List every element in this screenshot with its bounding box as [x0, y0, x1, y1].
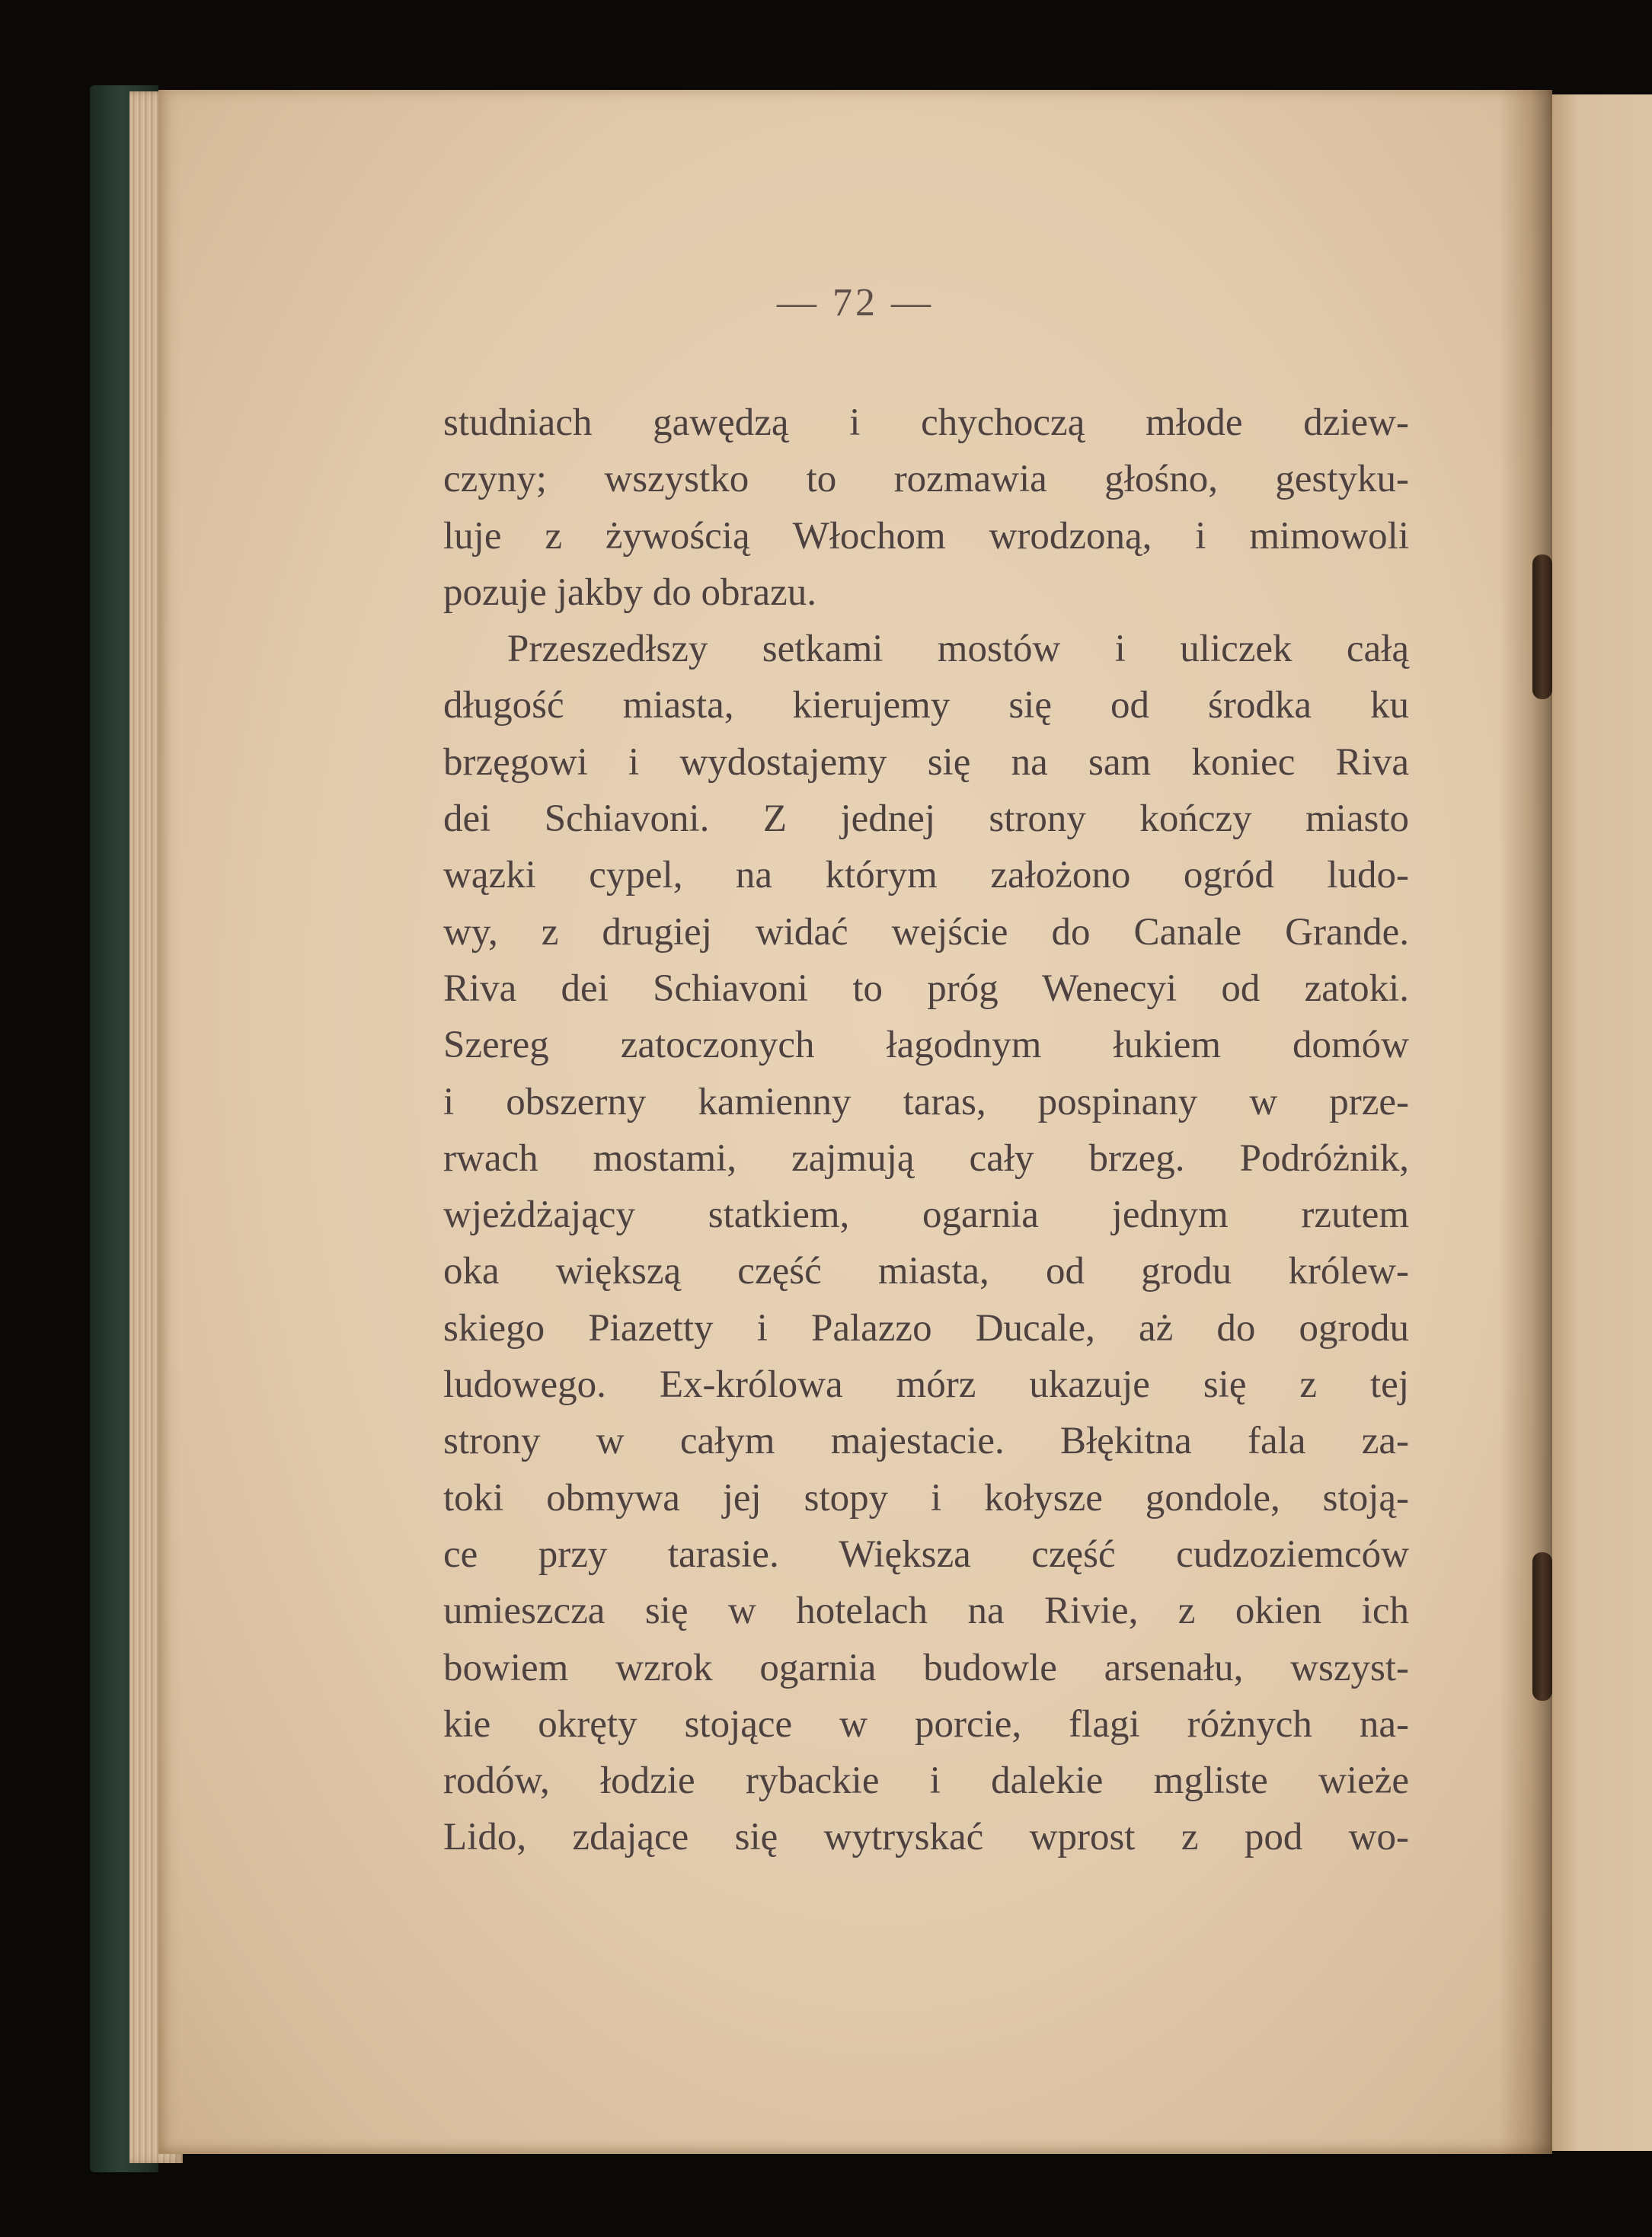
text-line: umieszcza się w hotelach na Rivie, z okien ich: [443, 1590, 1409, 1633]
text-line: ce przy tarasie. Większa część cudzoziemców: [443, 1532, 1409, 1576]
text-line: luje z żywością Włochom wrodzoną, i mimowoli: [443, 514, 1409, 558]
text-line: dei Schiavoni. Z jednej strony kończy miasto: [443, 797, 1409, 841]
text-line: bowiem wzrok ogarnia budowle arsenału, wszyst-: [443, 1646, 1409, 1689]
text-line: oka większą część miasta, od grodu królew-: [443, 1250, 1409, 1293]
binding-thread-top: [1532, 554, 1552, 699]
binding-thread-bottom: [1532, 1552, 1552, 1701]
text-line: ludowego. Ex-królowa mórz ukazuje się z tej: [443, 1363, 1409, 1407]
text-line: pozuje jakby do obrazu.: [443, 570, 817, 614]
text-line: długość miasta, kierujemy się od środka ku: [443, 684, 1409, 727]
text-line: i obszerny kamienny taras, pospinany w prze-: [443, 1080, 1409, 1123]
text-line: toki obmywa jej stopy i kołysze gondole, stoją-: [443, 1476, 1409, 1520]
text-line: skiego Piazetty i Palazzo Ducale, aż do ogrodu: [443, 1306, 1409, 1350]
facing-page-edge: [1546, 94, 1652, 2151]
text-line: wjeżdżający statkiem, ogarnia jednym rzutem: [443, 1194, 1409, 1237]
text-line: rodów, łodzie rybackie i dalekie mgliste wieże: [443, 1759, 1409, 1803]
text-line: strony w całym majestacie. Błękitna fala za-: [443, 1420, 1409, 1463]
text-line: Szereg zatoczonych łagodnym łukiem domów: [443, 1024, 1409, 1067]
page-text: [443, 395, 1409, 1866]
page-number: — 72 —: [777, 281, 934, 324]
text-line: Lido, zdające się wytryskać wprost z pod wo-: [443, 1816, 1409, 1859]
text-line: Przeszedłszy setkami mostów i uliczek całą: [507, 628, 1409, 671]
page-gutter-shadow: [1499, 90, 1552, 2154]
text-line: czyny; wszystko to rozmawia głośno, gestyku-: [443, 458, 1409, 501]
text-line: wy, z drugiej widać wejście do Canale Grande.: [443, 910, 1409, 954]
text-line: rwach mostami, zajmują cały brzeg. Podróżnik,: [443, 1136, 1409, 1180]
text-line: brzęgowi i wydostajemy się na sam koniec Riva: [443, 740, 1409, 784]
text-line: studniach gawędzą i chychoczą młode dziew-: [443, 401, 1409, 444]
text-line: kie okręty stojące w porcie, flagi różnych na-: [443, 1702, 1409, 1746]
text-line: Riva dei Schiavoni to próg Wenecyi od zatoki.: [443, 967, 1409, 1010]
text-line: wązki cypel, na którym założono ogród ludo-: [443, 854, 1409, 897]
